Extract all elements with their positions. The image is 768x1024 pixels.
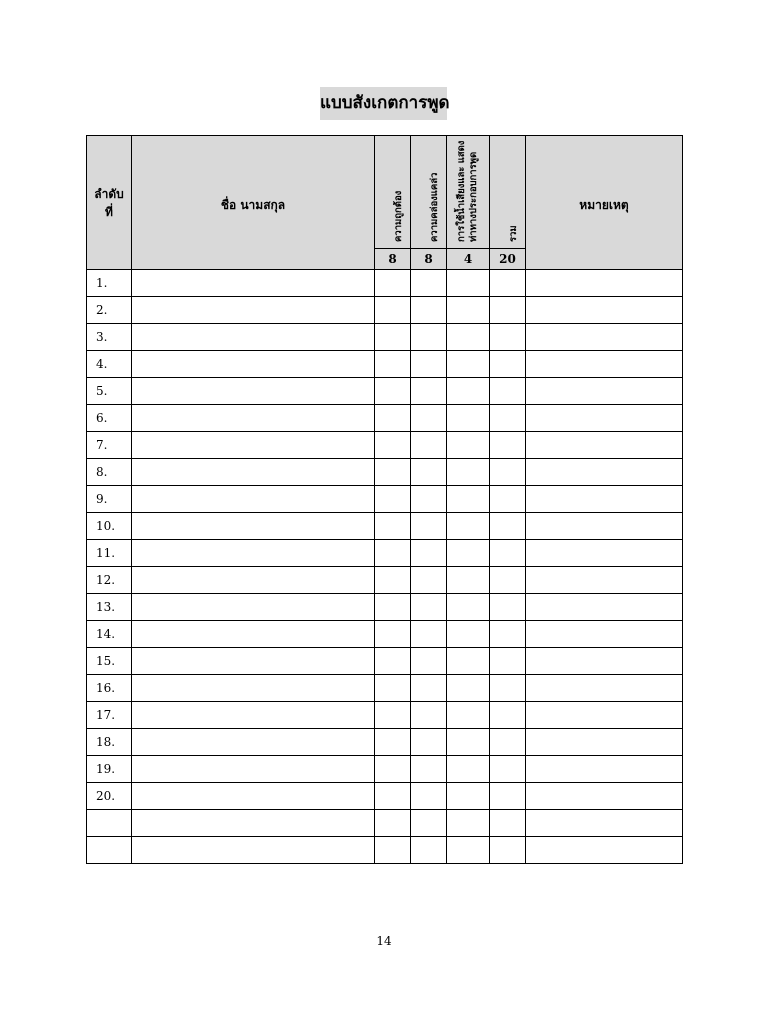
cell-name[interactable] [132,378,375,405]
cell-total[interactable] [490,594,526,621]
criterion-total-label: รวม [507,225,519,242]
cell-remarks[interactable] [526,351,683,378]
table-row [87,459,683,486]
table-row [87,486,683,513]
cell-name[interactable] [132,729,375,756]
table-row [87,513,683,540]
cell-seq: 15. [87,648,132,675]
cell-fluency[interactable] [411,648,447,675]
table-row [87,405,683,432]
cell-seq: 11. [87,540,132,567]
cell-remarks[interactable] [526,459,683,486]
cell-fluency[interactable] [411,486,447,513]
cell-name[interactable] [132,540,375,567]
cell-accuracy[interactable] [375,378,411,405]
cell-voice-gesture[interactable] [447,405,490,432]
cell-voice-gesture[interactable] [447,621,490,648]
cell-voice-gesture[interactable] [447,324,490,351]
cell-fluency[interactable] [411,783,447,810]
cell-name[interactable] [132,351,375,378]
cell-seq: 8. [87,459,132,486]
table-row [87,702,683,729]
form-title: แบบสังเกตการพูด [320,87,447,120]
cell-accuracy[interactable] [375,729,411,756]
cell-name[interactable] [132,405,375,432]
cell-fluency[interactable] [411,675,447,702]
table-row [87,594,683,621]
cell-total[interactable] [490,729,526,756]
cell-remarks[interactable] [526,540,683,567]
cell-voice-gesture[interactable] [447,567,490,594]
cell-voice-gesture[interactable] [447,513,490,540]
cell-fluency[interactable] [411,702,447,729]
cell-remarks[interactable] [526,513,683,540]
cell-voice-gesture[interactable] [447,459,490,486]
cell-name[interactable] [132,459,375,486]
cell-accuracy[interactable] [375,810,411,837]
cell-seq: 16. [87,675,132,702]
cell-total[interactable] [490,432,526,459]
cell-seq: 2. [87,297,132,324]
cell-total[interactable] [490,810,526,837]
table-row [87,729,683,756]
cell-voice-gesture[interactable] [447,270,490,297]
cell-voice-gesture[interactable] [447,756,490,783]
score-accuracy: 8 [375,249,411,270]
cell-fluency[interactable] [411,432,447,459]
cell-seq: 17. [87,702,132,729]
cell-seq: 9. [87,486,132,513]
cell-name[interactable] [132,270,375,297]
cell-name[interactable] [132,756,375,783]
cell-fluency[interactable] [411,729,447,756]
cell-remarks[interactable] [526,756,683,783]
table-row [87,675,683,702]
cell-seq: 10. [87,513,132,540]
cell-voice-gesture[interactable] [447,729,490,756]
cell-seq: 18. [87,729,132,756]
table-row [87,297,683,324]
header-criterion-accuracy [375,136,411,249]
cell-fluency[interactable] [411,837,447,864]
cell-total[interactable] [490,756,526,783]
cell-voice-gesture[interactable] [447,486,490,513]
cell-fluency[interactable] [411,297,447,324]
cell-accuracy[interactable] [375,486,411,513]
table-row [87,270,683,297]
cell-fluency[interactable] [411,756,447,783]
cell-name[interactable] [132,567,375,594]
cell-seq: 3. [87,324,132,351]
cell-total[interactable] [490,459,526,486]
table-row [87,567,683,594]
header-criterion-voice-gesture [447,136,490,249]
cell-voice-gesture[interactable] [447,378,490,405]
cell-accuracy[interactable] [375,567,411,594]
cell-accuracy[interactable] [375,594,411,621]
cell-remarks[interactable] [526,648,683,675]
cell-name[interactable] [132,594,375,621]
cell-total[interactable] [490,324,526,351]
observation-table [86,135,683,864]
cell-remarks[interactable] [526,702,683,729]
cell-total[interactable] [490,621,526,648]
cell-seq: 6. [87,405,132,432]
score-voice-gesture: 4 [447,249,490,270]
cell-remarks[interactable] [526,378,683,405]
cell-total[interactable] [490,513,526,540]
cell-name[interactable] [132,837,375,864]
header-remarks: หมายเหตุ [526,136,683,270]
cell-remarks[interactable] [526,297,683,324]
cell-fluency[interactable] [411,594,447,621]
cell-total[interactable] [490,567,526,594]
cell-name[interactable] [132,648,375,675]
cell-accuracy[interactable] [375,837,411,864]
cell-fluency[interactable] [411,810,447,837]
cell-name[interactable] [132,810,375,837]
criterion-voice-gesture-line1: การใช้น้ำเสียงและ แสดง [456,140,467,242]
cell-remarks[interactable] [526,729,683,756]
criterion-voice-gesture-label [456,141,480,242]
cell-voice-gesture[interactable] [447,810,490,837]
table-row [87,378,683,405]
table-row [87,540,683,567]
cell-seq: 5. [87,378,132,405]
cell-name[interactable] [132,702,375,729]
cell-seq: 19. [87,756,132,783]
cell-total[interactable] [490,540,526,567]
cell-voice-gesture[interactable] [447,675,490,702]
cell-seq: 13. [87,594,132,621]
table-row [87,837,683,864]
cell-total[interactable] [490,405,526,432]
cell-accuracy[interactable] [375,405,411,432]
cell-name[interactable] [132,297,375,324]
header-name: ชื่อ นามสกุล [132,136,375,270]
cell-remarks[interactable] [526,270,683,297]
cell-accuracy[interactable] [375,783,411,810]
cell-seq: 1. [87,270,132,297]
cell-remarks[interactable] [526,405,683,432]
cell-fluency[interactable] [411,567,447,594]
cell-name[interactable] [132,783,375,810]
cell-seq: 4. [87,351,132,378]
cell-seq: 7. [87,432,132,459]
cell-remarks[interactable] [526,486,683,513]
cell-fluency[interactable] [411,270,447,297]
cell-seq: 20. [87,783,132,810]
header-seq [87,136,132,270]
page-number: 14 [376,934,392,948]
table-row [87,756,683,783]
cell-voice-gesture[interactable] [447,297,490,324]
cell-accuracy[interactable] [375,513,411,540]
cell-name[interactable] [132,621,375,648]
cell-voice-gesture[interactable] [447,432,490,459]
cell-accuracy[interactable] [375,432,411,459]
cell-remarks[interactable] [526,810,683,837]
cell-name[interactable] [132,486,375,513]
cell-total[interactable] [490,486,526,513]
cell-total[interactable] [490,351,526,378]
table-row [87,783,683,810]
cell-accuracy[interactable] [375,648,411,675]
cell-seq [87,810,132,837]
cell-name[interactable] [132,675,375,702]
cell-remarks[interactable] [526,675,683,702]
cell-voice-gesture[interactable] [447,351,490,378]
cell-fluency[interactable] [411,378,447,405]
cell-remarks[interactable] [526,837,683,864]
table-row [87,432,683,459]
header-criterion-total [490,136,526,249]
cell-total[interactable] [490,837,526,864]
cell-seq: 12. [87,567,132,594]
cell-accuracy[interactable] [375,297,411,324]
table-row [87,810,683,837]
cell-remarks[interactable] [526,567,683,594]
cell-name[interactable] [132,432,375,459]
cell-total[interactable] [490,702,526,729]
cell-total[interactable] [490,297,526,324]
cell-fluency[interactable] [411,459,447,486]
cell-fluency[interactable] [411,405,447,432]
score-total: 20 [490,249,526,270]
cell-total[interactable] [490,783,526,810]
cell-accuracy[interactable] [375,621,411,648]
cell-voice-gesture[interactable] [447,783,490,810]
cell-accuracy[interactable] [375,324,411,351]
cell-remarks[interactable] [526,324,683,351]
table-row [87,324,683,351]
cell-total[interactable] [490,675,526,702]
cell-voice-gesture[interactable] [447,594,490,621]
cell-accuracy[interactable] [375,675,411,702]
cell-fluency[interactable] [411,351,447,378]
cell-total[interactable] [490,378,526,405]
header-seq-line1: ลำดับ [94,186,124,201]
table-row [87,351,683,378]
cell-name[interactable] [132,513,375,540]
cell-voice-gesture[interactable] [447,837,490,864]
cell-name[interactable] [132,324,375,351]
cell-accuracy[interactable] [375,702,411,729]
table-row [87,648,683,675]
cell-remarks[interactable] [526,783,683,810]
cell-total[interactable] [490,270,526,297]
cell-accuracy[interactable] [375,270,411,297]
criterion-accuracy-label: ความถูกต้อง [392,190,404,242]
cell-fluency[interactable] [411,324,447,351]
cell-accuracy[interactable] [375,459,411,486]
header-row [87,136,683,249]
cell-fluency[interactable] [411,621,447,648]
cell-total[interactable] [490,648,526,675]
cell-voice-gesture[interactable] [447,702,490,729]
cell-remarks[interactable] [526,594,683,621]
score-fluency: 8 [411,249,447,270]
cell-fluency[interactable] [411,540,447,567]
header-criterion-fluency [411,136,447,249]
cell-accuracy[interactable] [375,540,411,567]
criterion-fluency-label: ความคล่องแคล่ว [428,172,440,242]
criterion-voice-gesture-line2: ท่าทางประกอบการพูด [468,151,479,242]
cell-seq [87,837,132,864]
table-row [87,621,683,648]
cell-voice-gesture[interactable] [447,540,490,567]
cell-accuracy[interactable] [375,351,411,378]
cell-seq: 14. [87,621,132,648]
cell-accuracy[interactable] [375,756,411,783]
cell-remarks[interactable] [526,621,683,648]
cell-voice-gesture[interactable] [447,648,490,675]
header-seq-line2: ที่ [105,204,113,219]
cell-fluency[interactable] [411,513,447,540]
cell-remarks[interactable] [526,432,683,459]
